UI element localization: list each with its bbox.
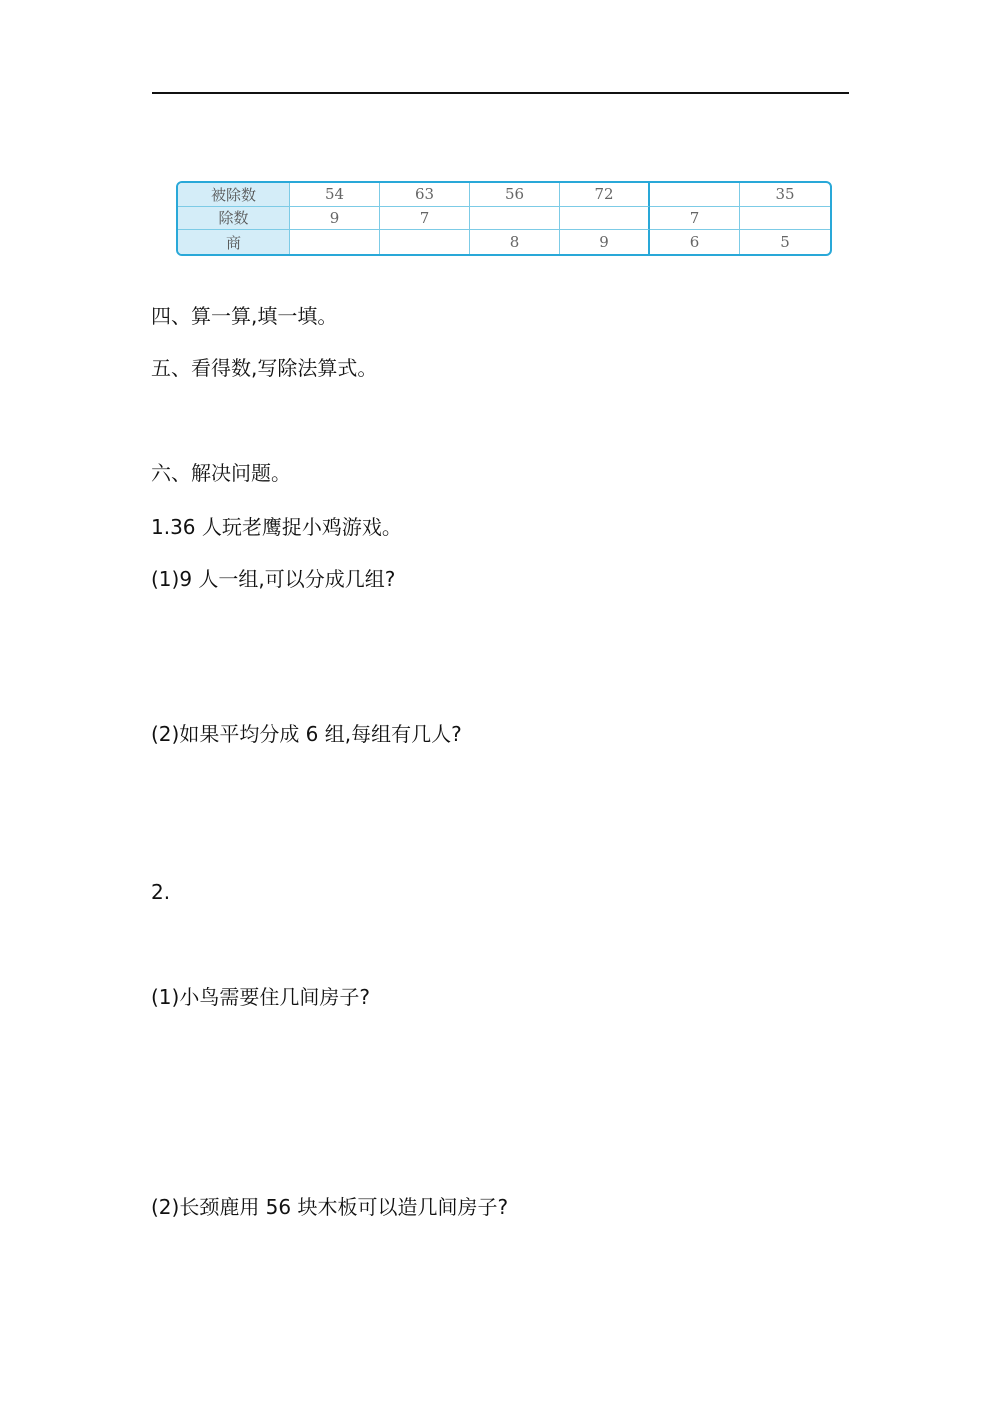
- table-cell: 63: [380, 183, 470, 207]
- division-table: [176, 181, 832, 256]
- problem-1-question-1: (1)9 人一组,可以分成几组?: [151, 567, 396, 591]
- header-rule: [152, 92, 849, 94]
- table-cell: 5: [780, 233, 790, 252]
- table-cell: 9: [290, 207, 380, 231]
- section-five-heading: 五、看得数,写除法算式。: [151, 356, 378, 380]
- table-cell: 8: [470, 230, 560, 254]
- table-cell: [650, 183, 740, 207]
- table-cell: [560, 207, 650, 231]
- problem-1-question-2: (2)如果平均分成 6 组,每组有几人?: [151, 722, 462, 746]
- problem-2-title: 2.: [151, 880, 171, 904]
- table-cell: 54: [290, 183, 380, 207]
- table-cell: 7: [650, 207, 740, 231]
- table-cell: 35: [740, 183, 830, 207]
- table-cell: 9: [560, 230, 650, 254]
- row-header-divisor: 除数: [178, 207, 290, 231]
- problem-1-title: 1.36 人玩老鹰捉小鸡游戏。: [151, 515, 402, 539]
- table-cell: [470, 207, 560, 231]
- problem-2-question-2: (2)长颈鹿用 56 块木板可以造几间房子?: [151, 1195, 509, 1219]
- problem-2-question-1: (1)小鸟需要住几间房子?: [151, 985, 370, 1009]
- table-cell: 6: [650, 230, 740, 254]
- table-cell: 7: [380, 207, 470, 231]
- row-header-dividend: 被除数: [178, 183, 290, 207]
- section-six-heading: 六、解决问题。: [151, 461, 291, 485]
- table-cell: [290, 230, 380, 254]
- table-cell: [380, 230, 470, 254]
- table-cell: 56: [470, 183, 560, 207]
- table-cell: 72: [560, 183, 650, 207]
- section-four-heading: 四、算一算,填一填。: [151, 304, 338, 328]
- table-cell: [740, 207, 830, 231]
- row-header-quotient: 商: [178, 230, 290, 254]
